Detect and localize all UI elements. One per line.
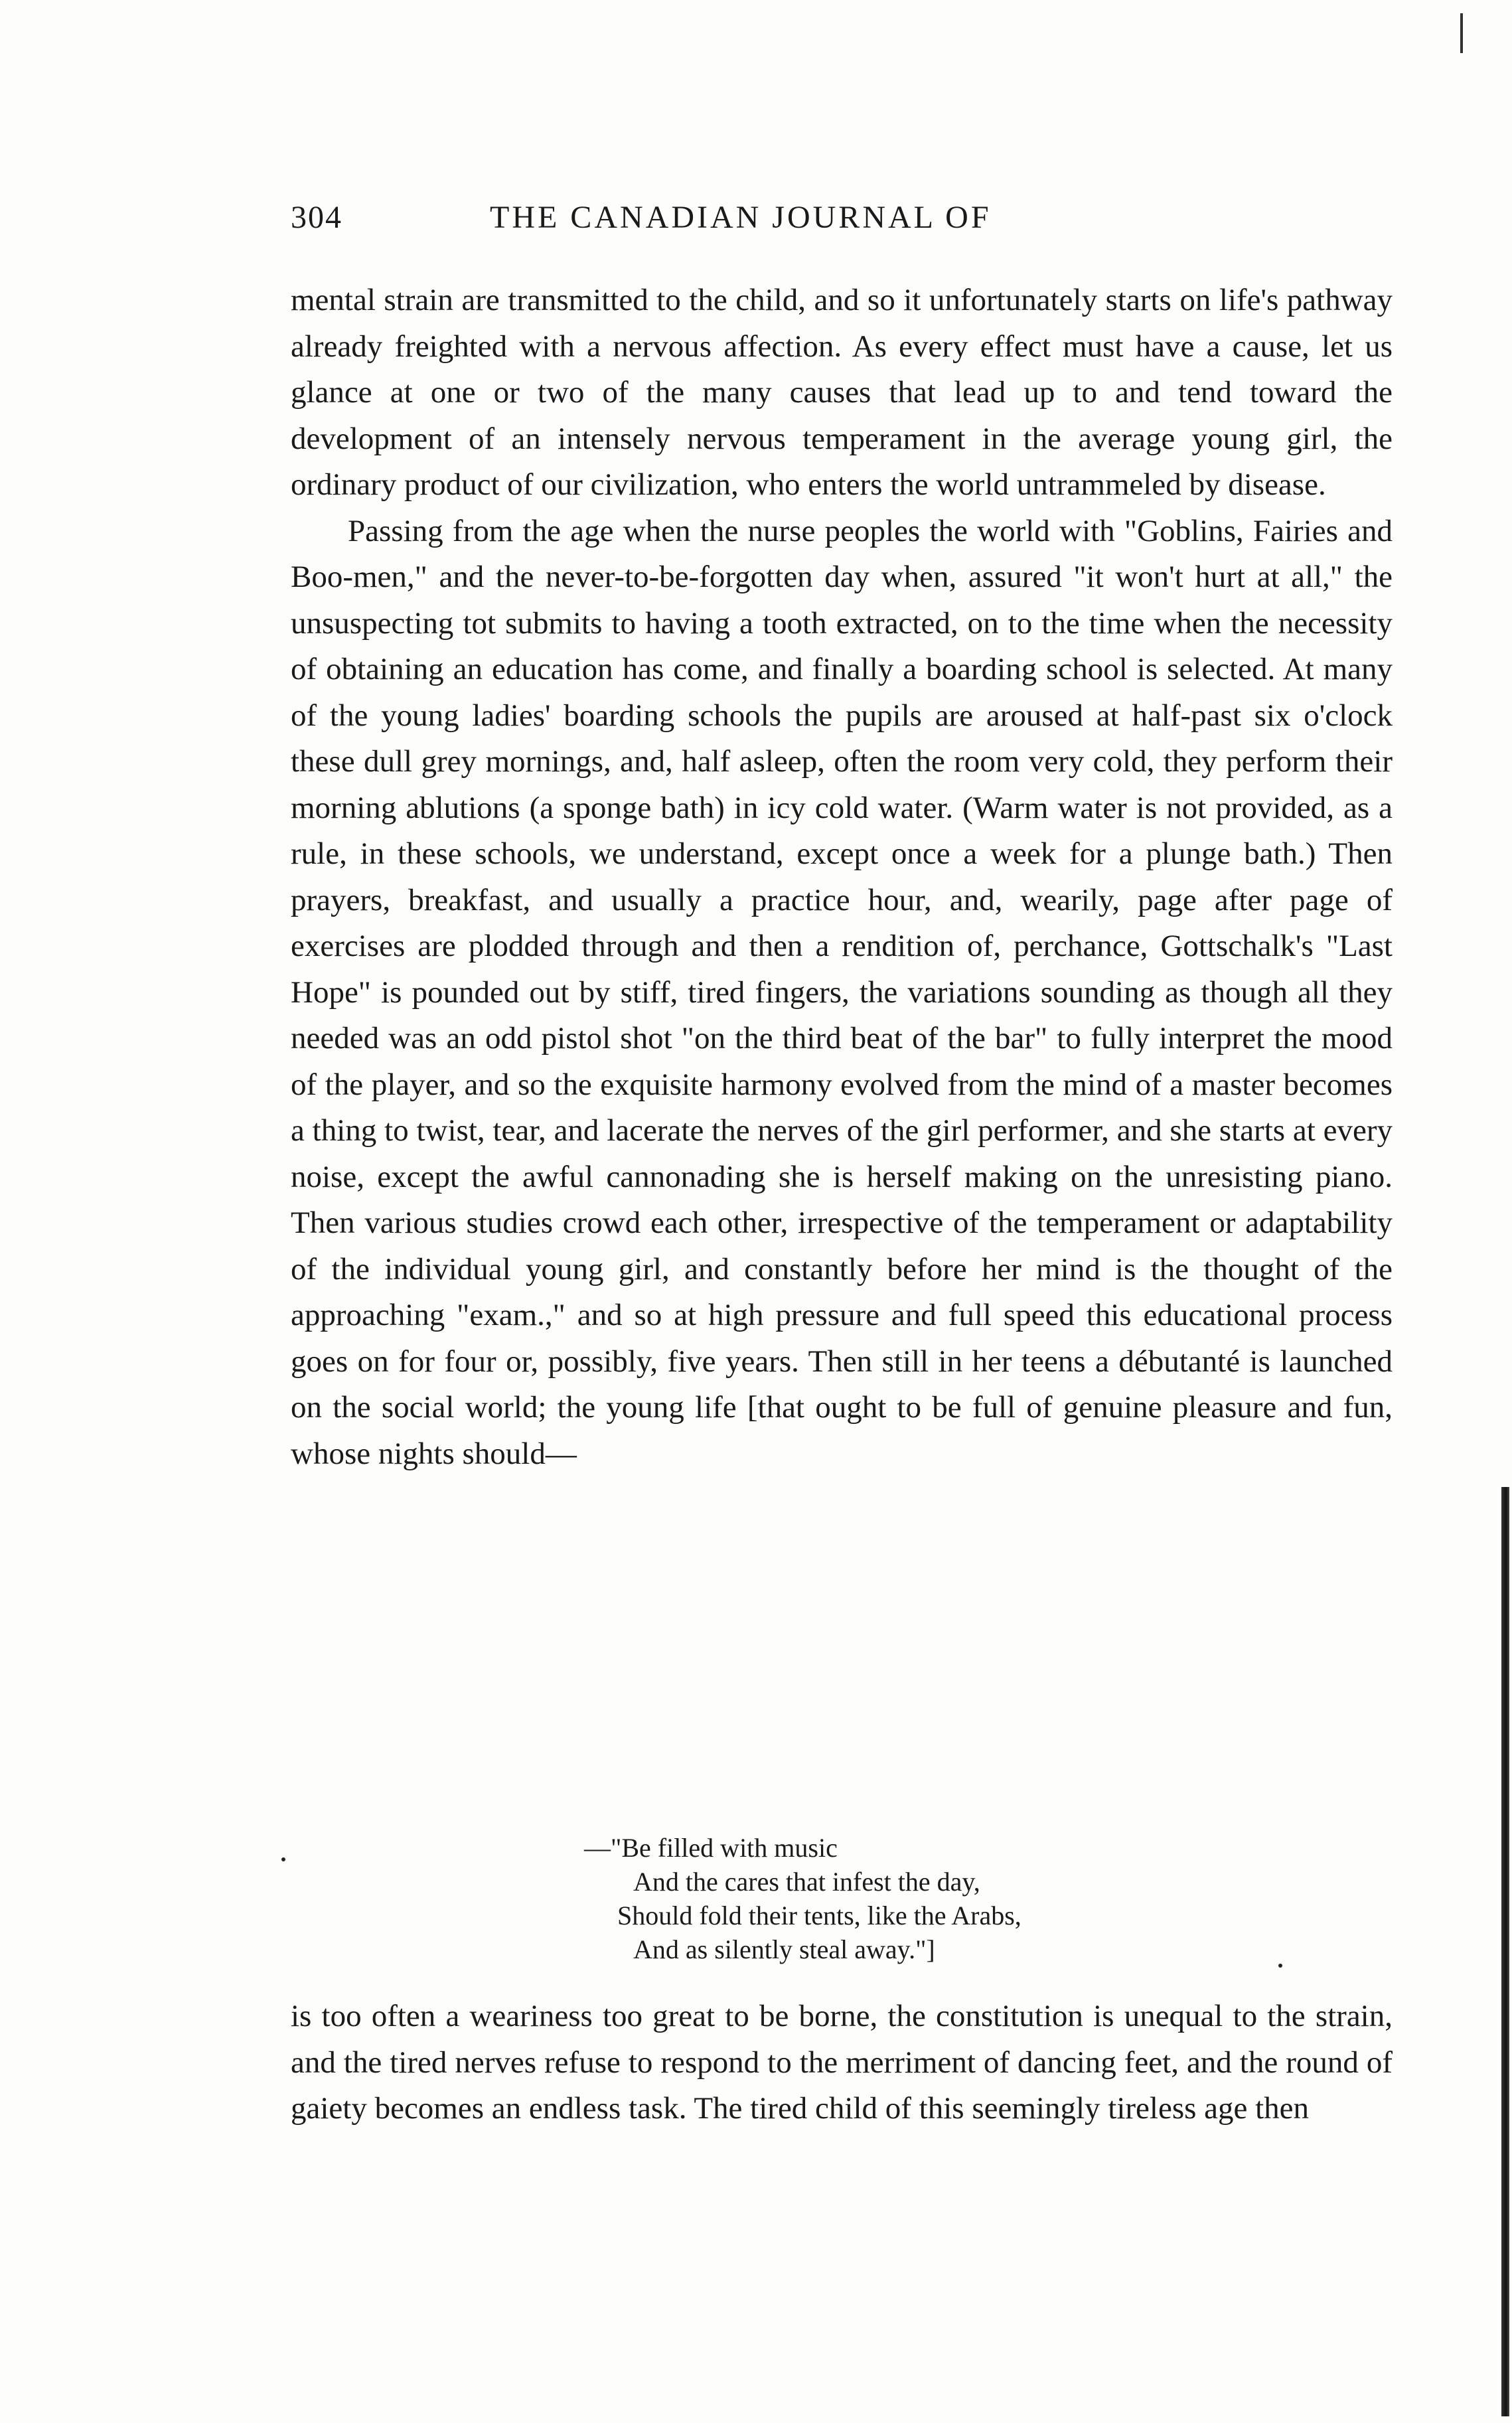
journal-title: THE CANADIAN JOURNAL OF (490, 200, 992, 235)
body-text (291, 277, 1393, 1477)
running-head (291, 199, 1399, 252)
page-number: 304 (291, 200, 342, 235)
continuation-text (291, 1993, 1393, 2132)
paragraph-1: mental strain are transmitted to the child, and so it unfortunately starts on life's pathway already freighted with a nervous affection. As every effect must have a cause, let us glance at one or two of the many causes that lead up to and tend toward the development of an intensely nervous temperament in the average young girl, the ordinary product of our civilization, who enters the world untrammeled by disease. (291, 283, 1393, 502)
poem-line: And as silently steal away."] (633, 1934, 935, 1964)
scan-binding-shadow (1501, 1487, 1509, 2416)
poem-quotation (584, 1831, 1021, 1966)
poem-line: —"Be filled with music (584, 1833, 838, 1863)
paragraph-2: Passing from the age when the nurse peoples the world with "Goblins, Fairies and Boo-men," and the never-to-be-forgotten day when, assured "it won't hurt at all," the unsuspecting tot submits to having a tooth extracted, on to the time when the necessity of obtaining an education has come, and finally a boarding school is selected. At many of the young ladies' boarding schools the pupils are aroused at half-past six o'clock these dull grey mornings, and, half asleep, often the room very cold, they perform their morning ablutions (a sponge bath) in icy cold water. (Warm water is not provided, as a rule, in these schools, we understand, except once a week for a plunge bath.) Then prayers, breakfast, and usually a practice hour, and, wearily, page after page of exercises are plodded through and then a rendition of, perchance, Gottschalk's "Last Hope" is pounded out by stiff, tired fingers, the variations sounding as though all they needed was an odd pistol shot "on the third beat of the bar" to fully interpret the mood of the player, and so the exquisite harmony evolved from the mind of a master becomes a thing to twist, tear, and lacerate the nerves of the girl performer, and she starts at every noise, except the awful cannonading she is herself making on the unresisting piano. Then various studies crowd each other, irrespective of the temperament or adaptability of the individual young girl, and constantly before her mind is the thought of the approaching "exam.," and so at high pressure and full speed this educational process goes on for four or, possibly, five years. Then still in her teens a débutanté is launched on the social world; the young life [that ought to be full of genuine pleasure and fun, whose nights should— (291, 513, 1393, 1471)
poem-line: And the cares that infest the day, (633, 1867, 980, 1897)
poem-line: Should fold their tents, like the Arabs, (617, 1901, 1021, 1930)
scan-edge-mark (1460, 13, 1463, 53)
scan-speck (281, 1857, 285, 1861)
scan-speck (1278, 1964, 1282, 1968)
paragraph-continuation: is too often a weariness too great to be borne, the constitution is unequal to the strain, and the tired nerves refuse to respond to the merriment of dancing feet, and the round of gaiety becomes an endless task. The tired child of this seemingly tireless age then (291, 1999, 1393, 2126)
